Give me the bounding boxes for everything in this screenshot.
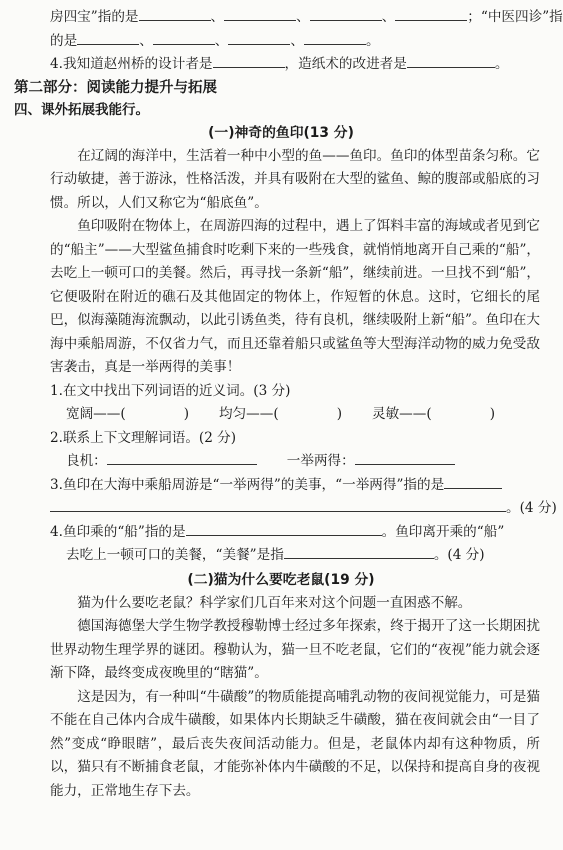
passage-one-question-1: 1.在文中找出下列词语的近义词。(3 分) [50, 382, 291, 399]
separator: 、 [214, 32, 229, 49]
answer-blank[interactable] [355, 450, 455, 465]
answer-blank[interactable] [224, 6, 296, 21]
question-text: 。鱼印离开乘的“船” [381, 523, 505, 540]
question-text: 4.我知道赵州桥的设计者是 [50, 56, 213, 72]
synonym-prompt: 灵敏——( [372, 406, 432, 422]
separator: 、 [381, 9, 396, 25]
answer-blank[interactable] [395, 6, 467, 21]
fill-line-four-diagnoses [14, 30, 548, 54]
separator: 、 [290, 32, 304, 49]
separator: 、 [210, 9, 225, 25]
bracket-close: ) [489, 406, 495, 422]
passage-one-question-4 [14, 521, 548, 545]
question-text: 。 [494, 56, 509, 72]
synonym-row [14, 403, 548, 427]
separator: 、 [139, 32, 153, 49]
answer-blank[interactable] [213, 53, 285, 68]
passage-one-question-3 [14, 474, 548, 498]
question-text: 去吃上一顿可口的美餐，“美餐”是指 [66, 547, 284, 563]
answer-blank[interactable] [107, 450, 257, 465]
passage-one-paragraph-1: 在辽阔的海洋中，生活着一种中小型的鱼——鱼印。鱼印的体型苗条匀称。它行动敏捷，善于游泳，性格活泼，并具有吸附在大型的鲨鱼、鲸的腹部或船底的习惯。所以，人们又称它为“船底鱼”。 [50, 147, 540, 211]
word-meaning-row [14, 450, 548, 474]
answer-blank[interactable] [153, 30, 215, 45]
passage-one-question-4-cont [14, 544, 548, 568]
answer-blank[interactable] [228, 30, 290, 45]
answer-blank[interactable] [50, 497, 506, 512]
answer-blank[interactable] [310, 6, 382, 21]
answer-blank[interactable] [444, 474, 502, 489]
score-label: 。(4 分) [433, 547, 485, 563]
question-text: ；“中医四诊”指 [467, 9, 563, 25]
answer-blank[interactable] [77, 30, 139, 45]
passage-two-paragraph-1: 猫为什么要吃老鼠？科学家们几百年来对这个问题一直困惑不解。 [77, 594, 472, 611]
question-text: 房四宝”指的是 [50, 9, 139, 25]
bracket-close: ) [336, 406, 342, 422]
synonym-prompt: 均匀——( [219, 406, 279, 422]
passage-one-paragraph-2: 鱼印吸附在物体上，在周游四海的过程中，遇上了饵料丰富的海域或者见到它的“船主”——大型鲨鱼捕食时吃剩下来的一些残食，就悄悄地离开自己乘的“船”，去吃上一顿可口的美餐。然后，再寻找一条新“船”，继续前进。一旦找不到“船”，它便吸附在附近的礁石及其他固定的物体上，作短暂的休息。这时，它细长的尾巴，似海藻随海流飘动，以此引诱鱼类，待有良机，继续吸附上新“船”。鱼印在大海中乘船周游，不仅省力气，而且还靠着船只或鲨鱼等大型海洋动物的威力免受敌害袭击，真是一举两得的美事！ [50, 218, 540, 375]
score-label: 。(4 分) [506, 500, 557, 516]
word-prompt: 良机： [66, 453, 107, 469]
answer-blank[interactable] [139, 6, 211, 21]
question-text: ，造纸术的改进者是 [284, 56, 407, 72]
answer-blank[interactable] [284, 544, 434, 559]
part-two-heading: 第二部分：阅读能力提升与拓展 [14, 79, 217, 96]
question-text: 4.鱼印乘的“船”指的是 [50, 523, 186, 540]
question-text: 3.鱼印在大海中乘船周游是“一举两得”的美事，“一举两得”指的是 [50, 476, 445, 493]
passage-one-title: (一)神奇的鱼印(13 分) [208, 124, 354, 141]
passage-two-paragraph-3: 这是因为，有一种叫“牛磺酸”的物质能提高哺乳动物的夜间视觉能力，可是猫不能在自己体内合成牛磺酸，如果体内长期缺乏牛磺酸，猫在夜间就会由“一目了然”变成“睁眼瞎”，最后丧失夜间活动能力。但是，老鼠体内却有这种物质，所以，猫只有不断捕食老鼠，才能弥补体内牛磺酸的不足，以保持和提高自身的夜视能力，正常地生存下去。 [50, 688, 540, 799]
question-4-inventors [14, 53, 548, 77]
separator: 、 [296, 9, 310, 25]
answer-blank[interactable] [407, 53, 495, 68]
passage-one-question-3-cont [14, 497, 557, 521]
passage-one-question-2: 2.联系上下文理解词语。(2 分) [50, 429, 237, 446]
answer-blank[interactable] [304, 30, 366, 45]
question-text: 的是 [50, 32, 78, 49]
section-four-heading: 四、课外拓展我能行。 [14, 101, 149, 118]
passage-two-paragraph-2: 德国海德堡大学生物学教授穆勒博士经过多年探索，终于揭开了这一长期困扰世界动物生理学界的谜团。穆勒认为，猫一旦不吃老鼠，它们的“夜视”能力就会逐渐下降，最终变成夜晚里的“瞎猫”。 [50, 618, 540, 681]
question-text: 。 [365, 32, 380, 49]
synonym-prompt: 宽阔——( [66, 406, 126, 422]
fill-line-four-treasures [14, 6, 563, 30]
passage-two-title: (二)猫为什么要吃老鼠(19 分) [187, 571, 375, 588]
word-prompt: 一举两得： [286, 453, 355, 469]
bracket-close: ) [183, 406, 189, 422]
answer-blank[interactable] [186, 521, 382, 536]
